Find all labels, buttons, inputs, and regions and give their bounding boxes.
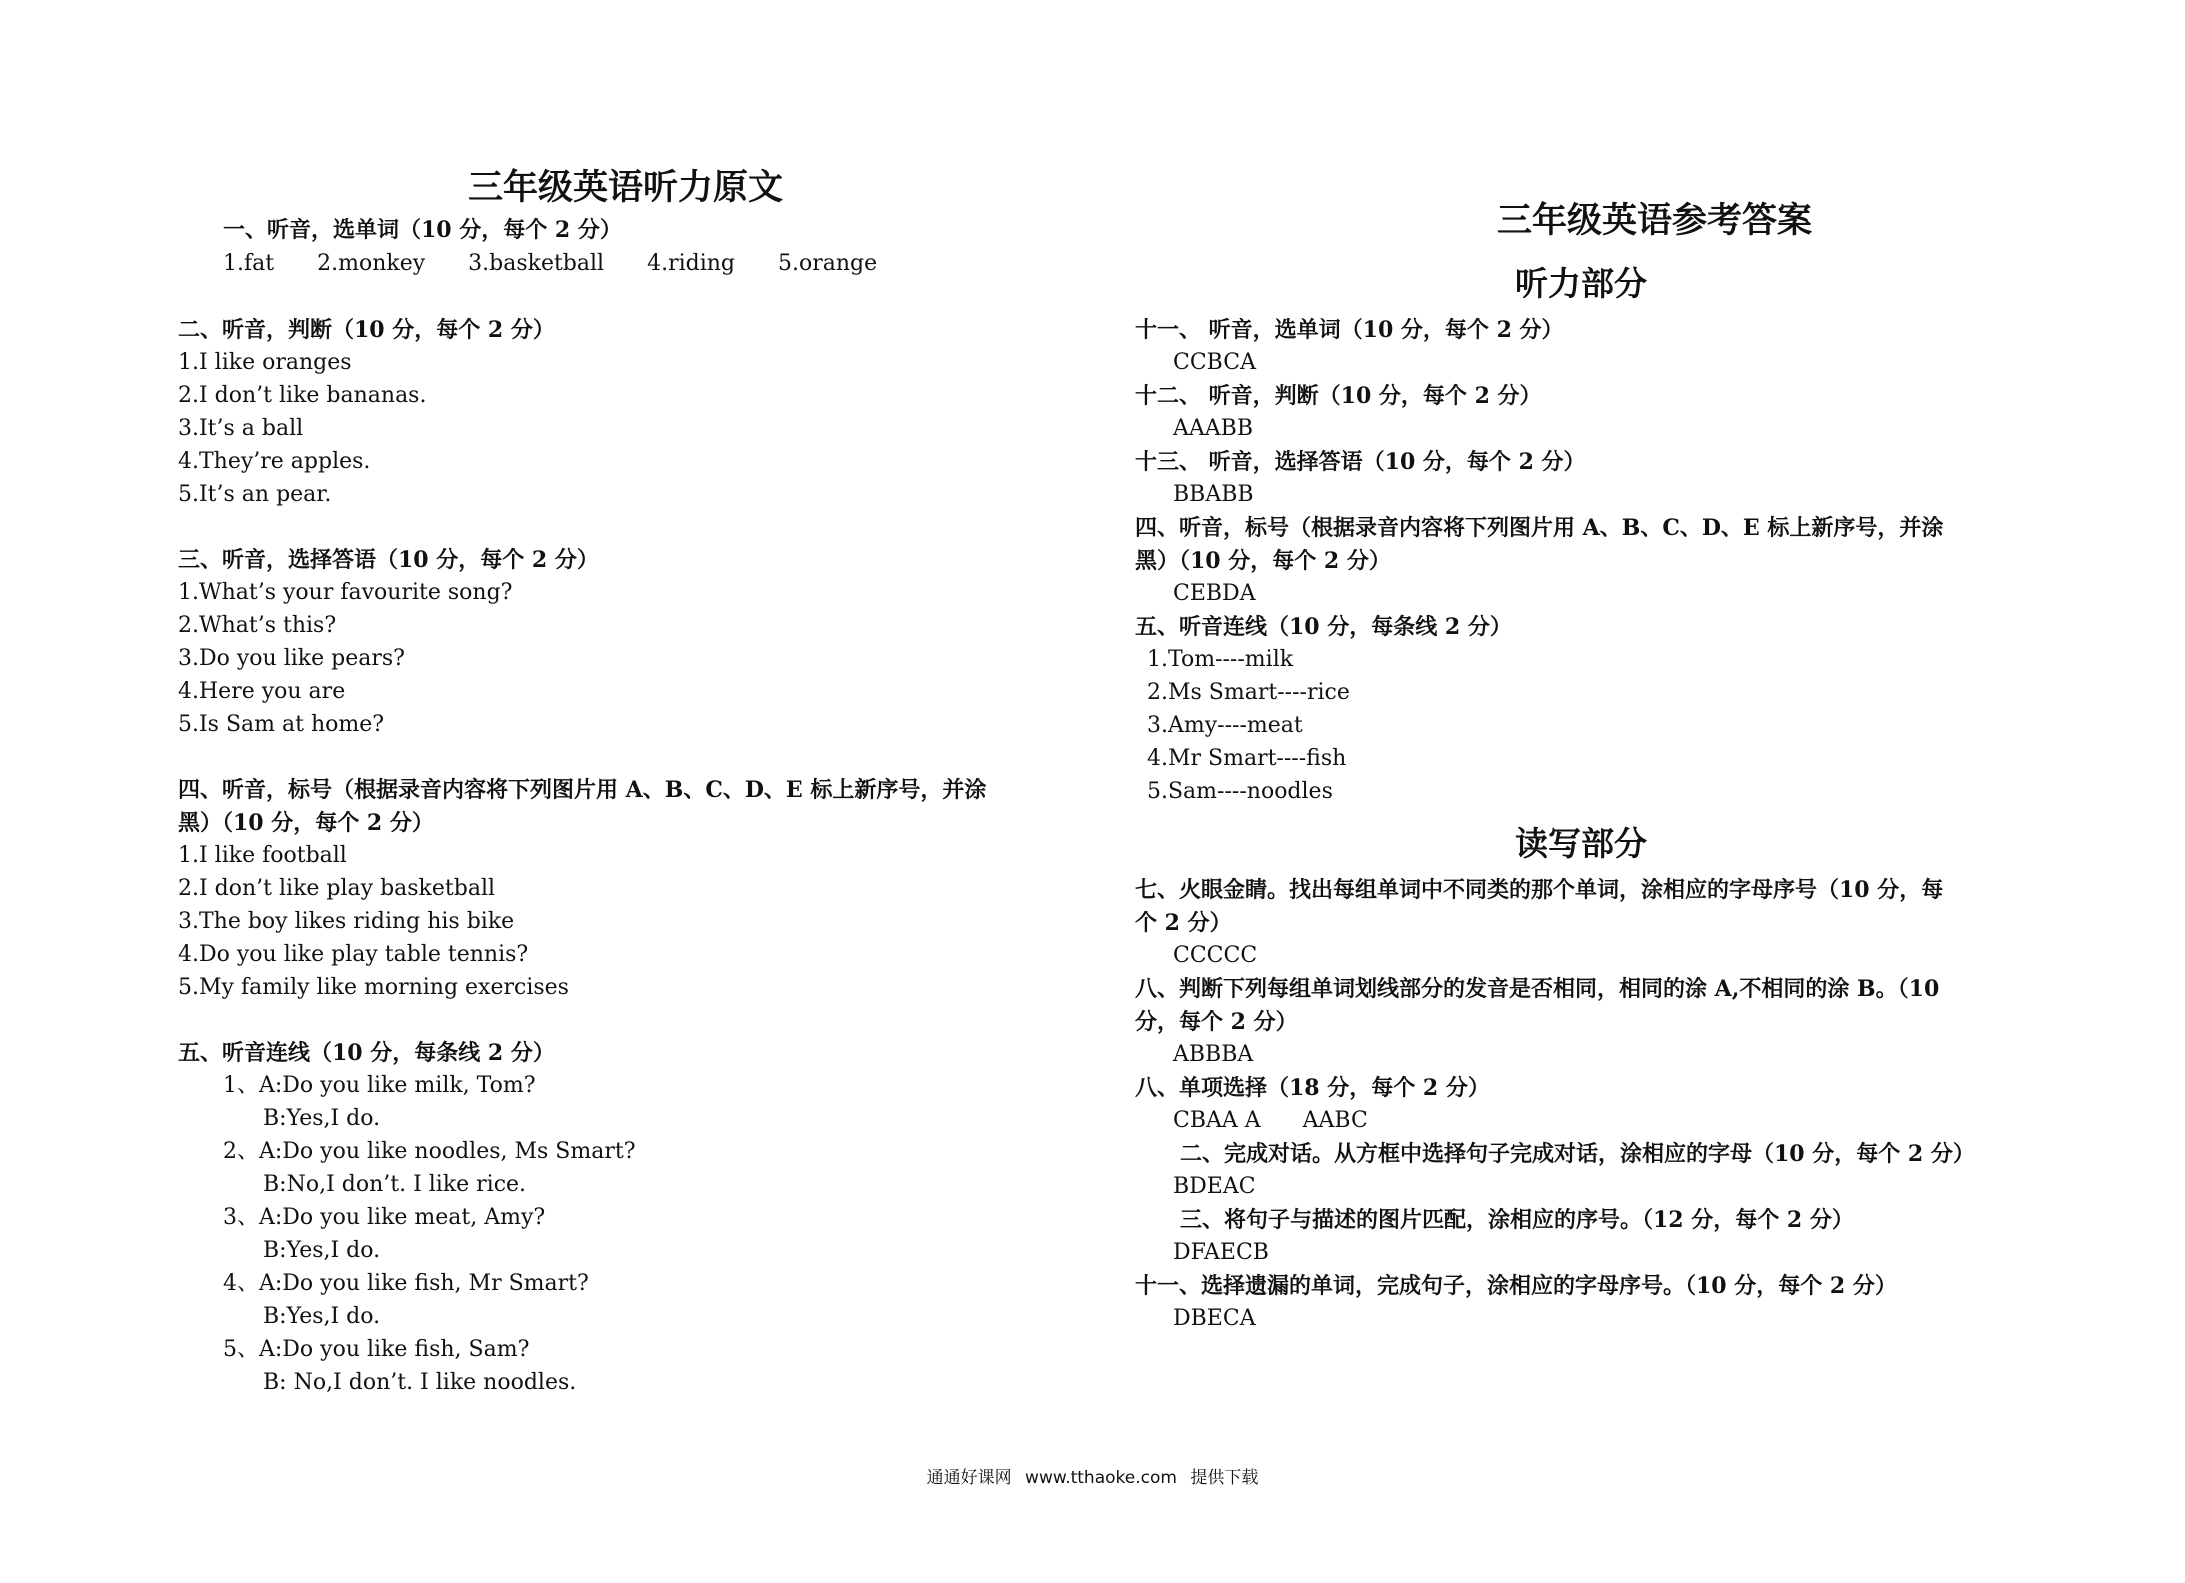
answer-text: CCCCC bbox=[1173, 943, 1258, 968]
dialog-question: 2、A:Do you like noodles, Ms Smart? bbox=[223, 1139, 636, 1164]
word-item: 2.monkey bbox=[317, 251, 426, 276]
dialog-question: 3、A:Do you like meat, Amy? bbox=[223, 1205, 546, 1230]
section-heading: 十三、 听音，选择答语（10 分，每个 2 分） bbox=[1135, 449, 1586, 475]
list-item: 1.I like oranges bbox=[178, 350, 352, 375]
list-item: 5.Is Sam at home? bbox=[178, 712, 385, 737]
answer-text: DFAECB bbox=[1173, 1240, 1269, 1265]
list-item: 3.The boy likes riding his bike bbox=[178, 909, 515, 934]
answer-text: DBECA bbox=[1173, 1306, 1256, 1331]
section-heading: 二、听音，判断（10 分，每个 2 分） bbox=[178, 317, 555, 343]
word-item: 1.fat bbox=[223, 251, 275, 276]
section-heading: 八、单项选择（18 分，每个 2 分） bbox=[1135, 1075, 1490, 1101]
list-item: 5.Sam----noodles bbox=[1147, 779, 1333, 804]
section-heading: 四、听音，标号（根据录音内容将下列图片用 A、B、C、D、E 标上新序号，并涂 bbox=[178, 777, 987, 803]
section-heading: 五、听音连线（10 分，每条线 2 分） bbox=[178, 1040, 555, 1066]
section-heading: 个 2 分） bbox=[1135, 910, 1232, 936]
section-heading: 三、将句子与描述的图片匹配，涂相应的序号。（12 分，每个 2 分） bbox=[1180, 1207, 1854, 1233]
list-item: 2.Ms Smart----rice bbox=[1147, 680, 1350, 705]
list-item: 1.Tom----milk bbox=[1147, 647, 1294, 672]
footer bbox=[0, 1463, 2185, 1488]
list-item: 2.What’s this? bbox=[178, 613, 337, 638]
dialog-answer: B: No,I don’t. I like noodles. bbox=[263, 1370, 577, 1395]
list-item: 2.I don’t like bananas. bbox=[178, 383, 427, 408]
section-heading: 三、听音，选择答语（10 分，每个 2 分） bbox=[178, 547, 599, 573]
answer-text: CBAA A AABC bbox=[1173, 1108, 1368, 1133]
section-heading: 五、听音连线（10 分，每条线 2 分） bbox=[1135, 614, 1512, 640]
dialog-question: 1、A:Do you like milk, Tom? bbox=[223, 1073, 536, 1098]
list-item: 4.Mr Smart----fish bbox=[1147, 746, 1347, 771]
answer-text: CCBCA bbox=[1173, 350, 1256, 375]
section-title-listening: 听力部分 bbox=[1515, 264, 1647, 303]
dialog-answer: B:Yes,I do. bbox=[263, 1304, 381, 1329]
list-item: 4.They’re apples. bbox=[178, 449, 371, 474]
section-heading: 二、完成对话。从方框中选择句子完成对话，涂相应的字母（10 分，每个 2 分） bbox=[1180, 1141, 1975, 1167]
section-heading: 黑）（10 分，每个 2 分） bbox=[1135, 548, 1391, 574]
section-heading: 一、听音，选单词（10 分，每个 2 分） bbox=[223, 217, 622, 243]
section-heading: 四、听音，标号（根据录音内容将下列图片用 A、B、C、D、E 标上新序号，并涂 bbox=[1135, 515, 1944, 541]
dialog-answer: B:Yes,I do. bbox=[263, 1238, 381, 1263]
section-heading: 八、判断下列每组单词划线部分的发音是否相同，相同的涂 A,不相同的涂 B。（10 bbox=[1135, 976, 1940, 1002]
list-item: 5.It’s an pear. bbox=[178, 482, 332, 507]
section-heading: 七、火眼金睛。找出每组单词中不同类的那个单词，涂相应的字母序号（10 分，每 bbox=[1135, 877, 1944, 903]
answer-text: AAABB bbox=[1173, 416, 1253, 441]
list-item: 1.What’s your favourite song? bbox=[178, 580, 513, 605]
list-item: 2.I don’t like play basketball bbox=[178, 876, 496, 901]
section-heading: 黑）（10 分，每个 2 分） bbox=[178, 810, 434, 836]
word-item: 3.basketball bbox=[468, 251, 605, 276]
list-item: 3.It’s a ball bbox=[178, 416, 304, 441]
dialog-answer: B:No,I don’t. I like rice. bbox=[263, 1172, 527, 1197]
section-heading: 十一、选择遗漏的单词，完成句子，涂相应的字母序号。（10 分，每个 2 分） bbox=[1135, 1273, 1897, 1299]
section-heading: 分，每个 2 分） bbox=[1135, 1009, 1298, 1035]
answer-text: BBABB bbox=[1173, 482, 1254, 507]
list-item: 3.Amy----meat bbox=[1147, 713, 1303, 738]
page-title: 三年级英语听力原文 bbox=[468, 167, 784, 208]
dialog-question: 4、A:Do you like fish, Mr Smart? bbox=[223, 1271, 589, 1296]
list-item: 4.Here you are bbox=[178, 679, 346, 704]
answer-text: BDEAC bbox=[1173, 1174, 1256, 1199]
answer-text: CEBDA bbox=[1173, 581, 1256, 606]
footer-site: 通通好课网 bbox=[926, 1468, 1012, 1488]
list-item: 5.My family like morning exercises bbox=[178, 975, 569, 1000]
dialog-answer: B:Yes,I do. bbox=[263, 1106, 381, 1131]
section-heading: 十一、 听音，选单词（10 分，每个 2 分） bbox=[1135, 317, 1564, 343]
footer-url[interactable]: www.tthaoke.com bbox=[1025, 1468, 1177, 1488]
section-title-reading-writing: 读写部分 bbox=[1515, 824, 1647, 863]
list-item: 3.Do you like pears? bbox=[178, 646, 405, 671]
word-item: 4.riding bbox=[647, 251, 736, 276]
answer-text: ABBBA bbox=[1173, 1042, 1254, 1067]
page-title: 三年级英语参考答案 bbox=[1497, 200, 1813, 241]
list-item: 1.I like football bbox=[178, 843, 347, 868]
footer-tail: 提供下载 bbox=[1190, 1468, 1259, 1488]
word-item: 5.orange bbox=[778, 251, 878, 276]
section-heading: 十二、 听音，判断（10 分，每个 2 分） bbox=[1135, 383, 1542, 409]
list-item: 4.Do you like play table tennis? bbox=[178, 942, 529, 967]
dialog-question: 5、A:Do you like fish, Sam? bbox=[223, 1337, 530, 1362]
word-list bbox=[223, 249, 877, 279]
